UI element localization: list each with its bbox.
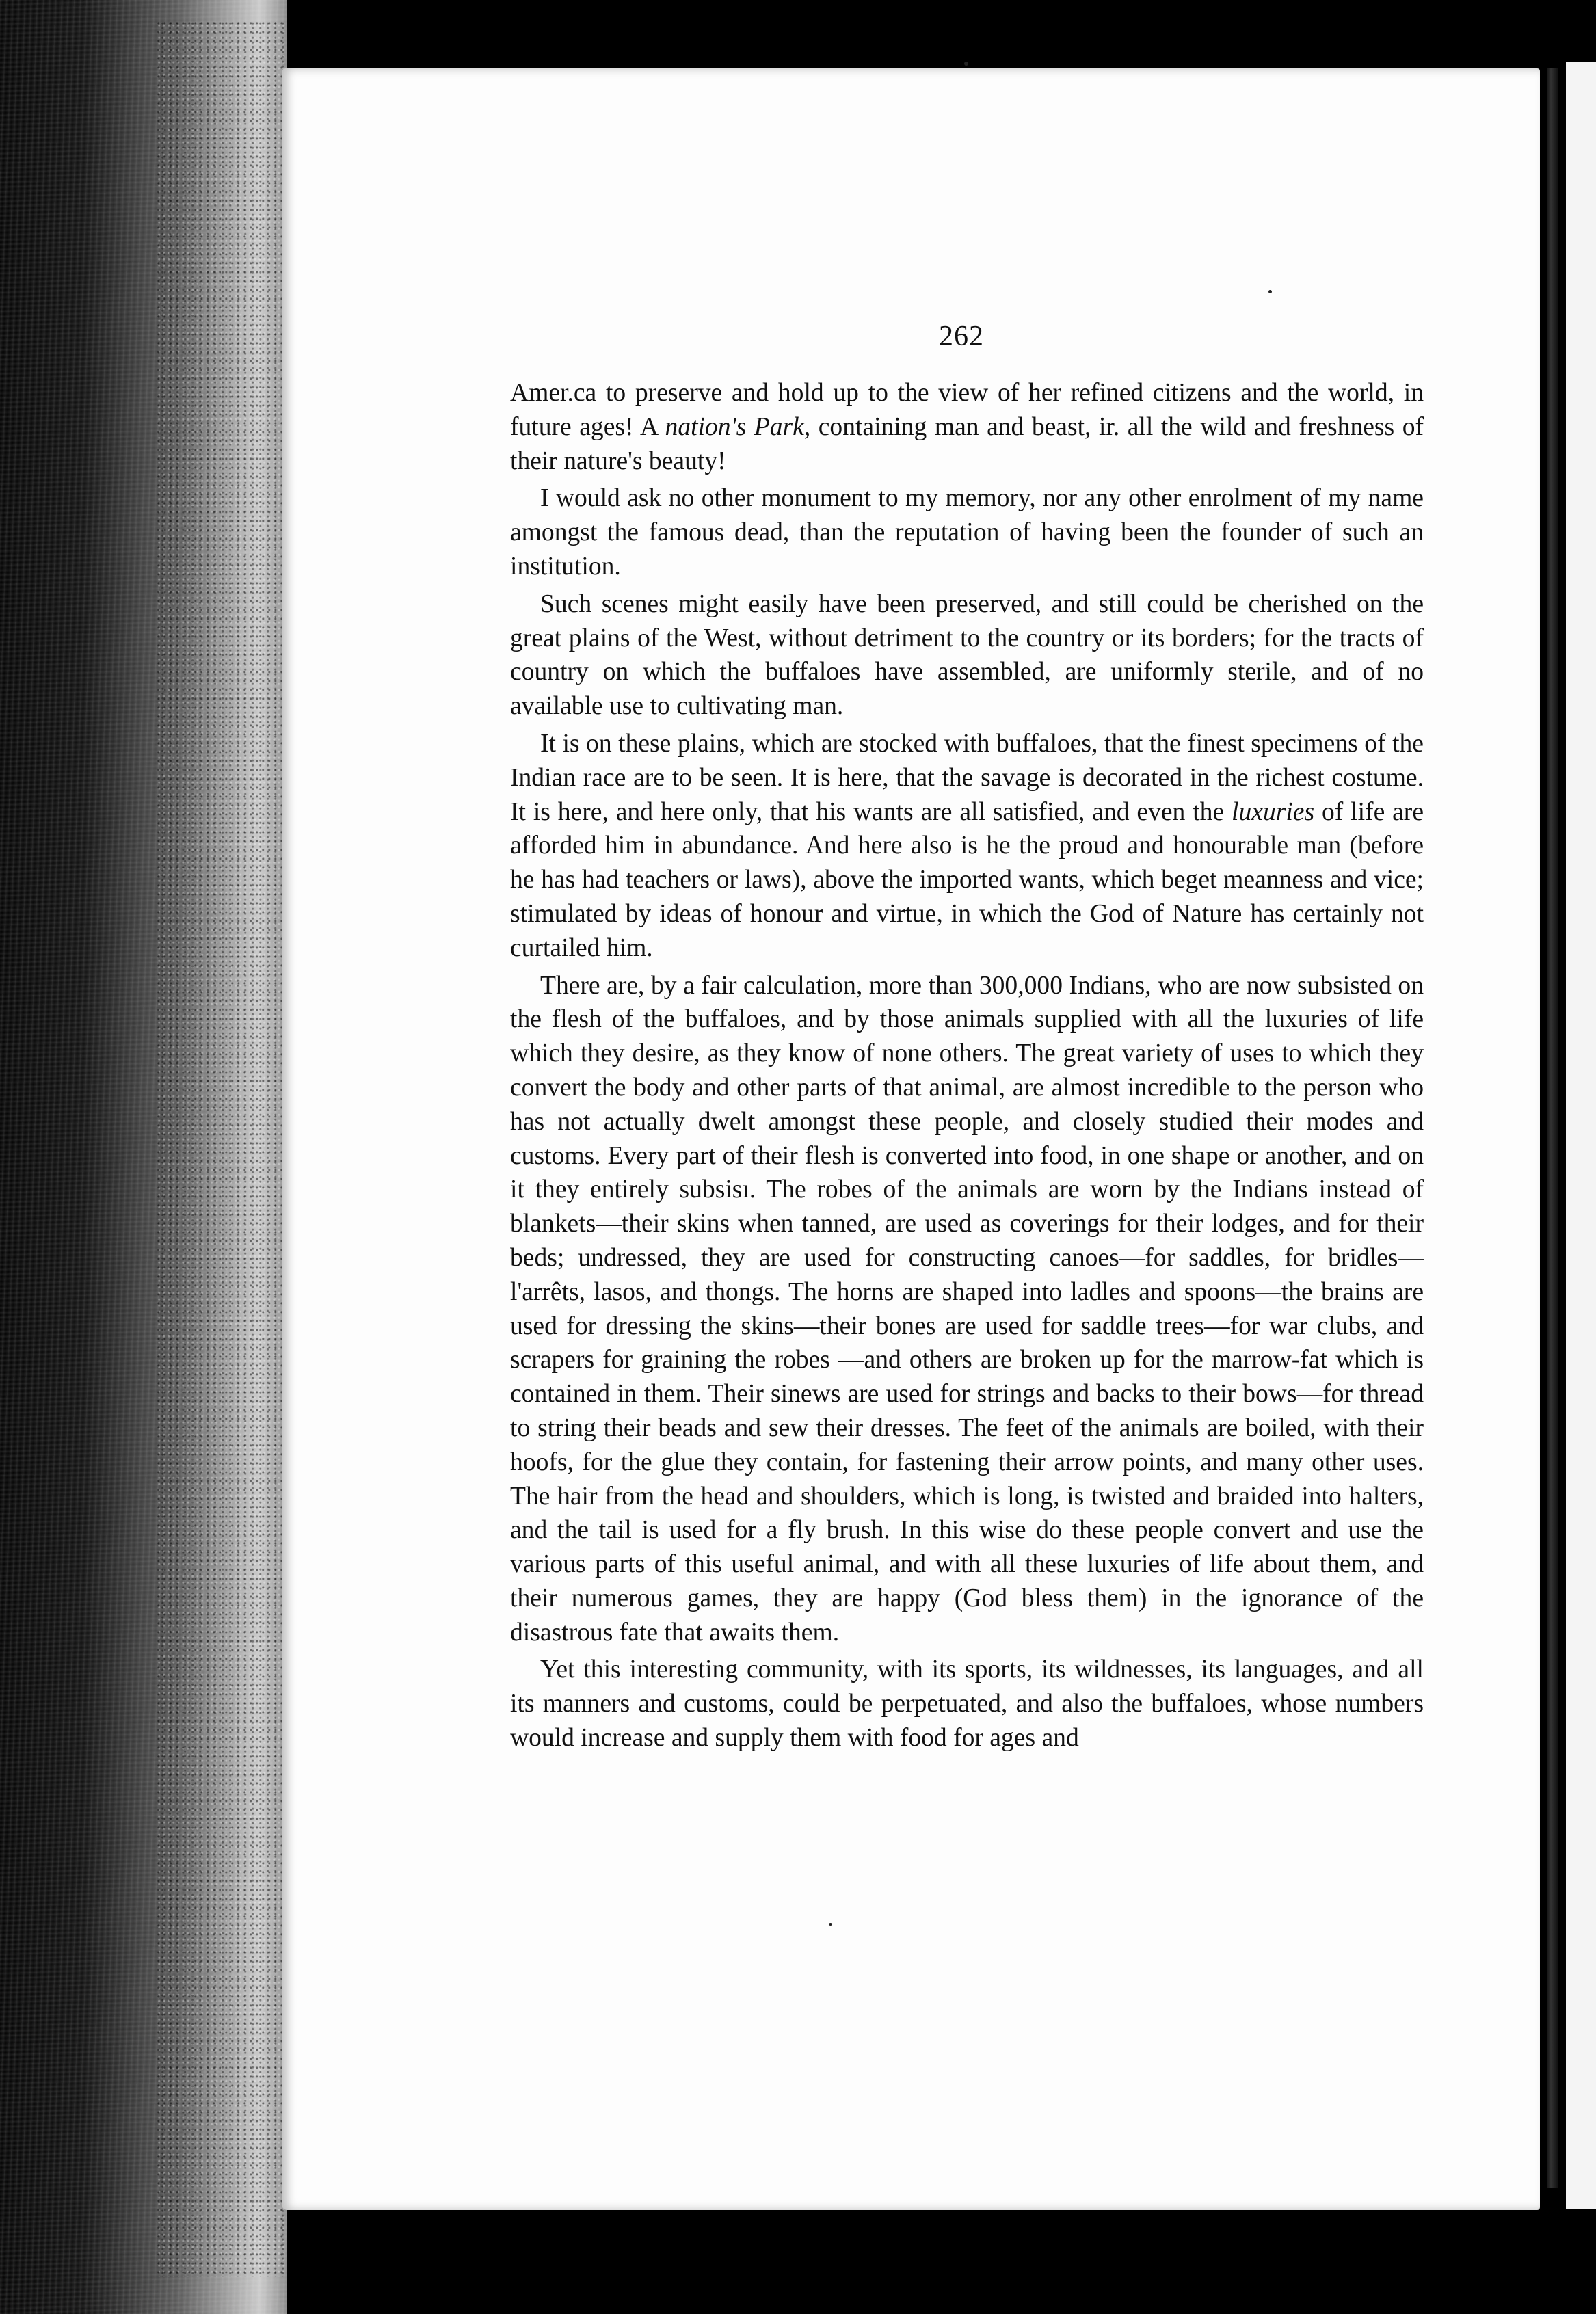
text-run: I would ask no other monument to my memory, nor any other enrolment of my name amongst the famous dead, than the reputation of having been the founder of such an institution.	[510, 484, 1424, 581]
page-edge-texture	[157, 21, 287, 2277]
italic-phrase: luxuries	[1232, 797, 1315, 826]
text-run: , containing man and beast, ir. all the wild and freshness of their nature's beauty!	[510, 412, 1424, 475]
ink-speck	[964, 62, 968, 66]
paragraph	[510, 481, 1424, 583]
page-number-text: 262	[939, 321, 984, 352]
text-run: Amer.ca to preserve and hold up to the view of her refined citizens and the world, in future ages! A	[510, 379, 1424, 441]
paragraph	[510, 969, 1424, 1650]
body-text	[510, 376, 1424, 1759]
ink-speck	[1268, 290, 1272, 293]
paragraph	[510, 727, 1424, 966]
page-number	[0, 320, 1596, 353]
ink-speck	[829, 1923, 832, 1926]
paragraph	[510, 1653, 1424, 1755]
text-run: It is on these plains, which are stocked with buffaloes, that the finest specimens of the Indian race are to be seen. It is here, that the savage is decorated in the richest costume. It is here, and here only, that his wants are all satisfied, and even the	[510, 729, 1424, 826]
paragraph	[510, 587, 1424, 723]
italic-phrase: nation's Park	[665, 412, 804, 441]
text-run: Such scenes might easily have been preserved, and still could be cherished on the great plains of the West, without detriment to the country or its borders; for the tracts of country on which the buffaloes have assembled, are uniformly sterile, and of no available use to cultivating man.	[510, 589, 1424, 721]
text-run: Yet this interesting community, with its sports, its wildnesses, its languages, and all its manners and customs, could be perpetuated, and also the buffaloes, whose numbers would increase and supply them with food for ages and	[510, 1655, 1424, 1753]
paragraph	[510, 376, 1424, 478]
next-page-edge	[1547, 68, 1558, 2188]
next-page-sliver	[1566, 62, 1596, 2209]
text-run: There are, by a fair calculation, more than 300,000 Indians, who are now subsisted on the flesh of the buffaloes, and by those animals supplied with all the luxuries of life which they desire, as they know of none others. The great variety of uses to which they convert the body and other parts of that animal, are almost incredible to the person who has not actually dwelt amongst these people, and closely studied their modes and customs. Every part of their flesh is converted into food, in one shape or another, and on it they entirely subsisı. The robes of the animals are worn by the Indians instead of blankets—their skins when tanned, are used as coverings for their lodges, and for their beds; undressed, they are used for constructing canoes—for saddles, for bridles—l'arrêts, lasos, and thongs. The horns are shaped into ladles and spoons—the brains are used for dressing the skins—their bones are used for saddle trees—for war clubs, and scrapers for graining the robes —and others are broken up for the marrow-fat which is contained in them. Their sinews are used for strings and backs to their bows—for thread to string their beads and sew their dresses. The feet of the animals are boiled, with their hoofs, for the glue they contain, for fastening their arrow points, and many other uses. The hair from the head and shoulders, which is long, is twisted and braided into halters, and the tail is used for a fly brush. In this wise do these people convert and use the various parts of this useful animal, and with all these luxuries of life about them, and their numerous games, they are happy (God bless them) in the ignorance of the disastrous fate that awaits them.	[510, 971, 1424, 1647]
text-run: of life are afforded him in abundance. And here also is he the proud and honourable man (before he has had teachers or laws), above the imported wants, which beget meanness and vice; stimulated by ideas of honour and virtue, in which the God of Nature has certainly not curtailed him.	[510, 797, 1424, 962]
